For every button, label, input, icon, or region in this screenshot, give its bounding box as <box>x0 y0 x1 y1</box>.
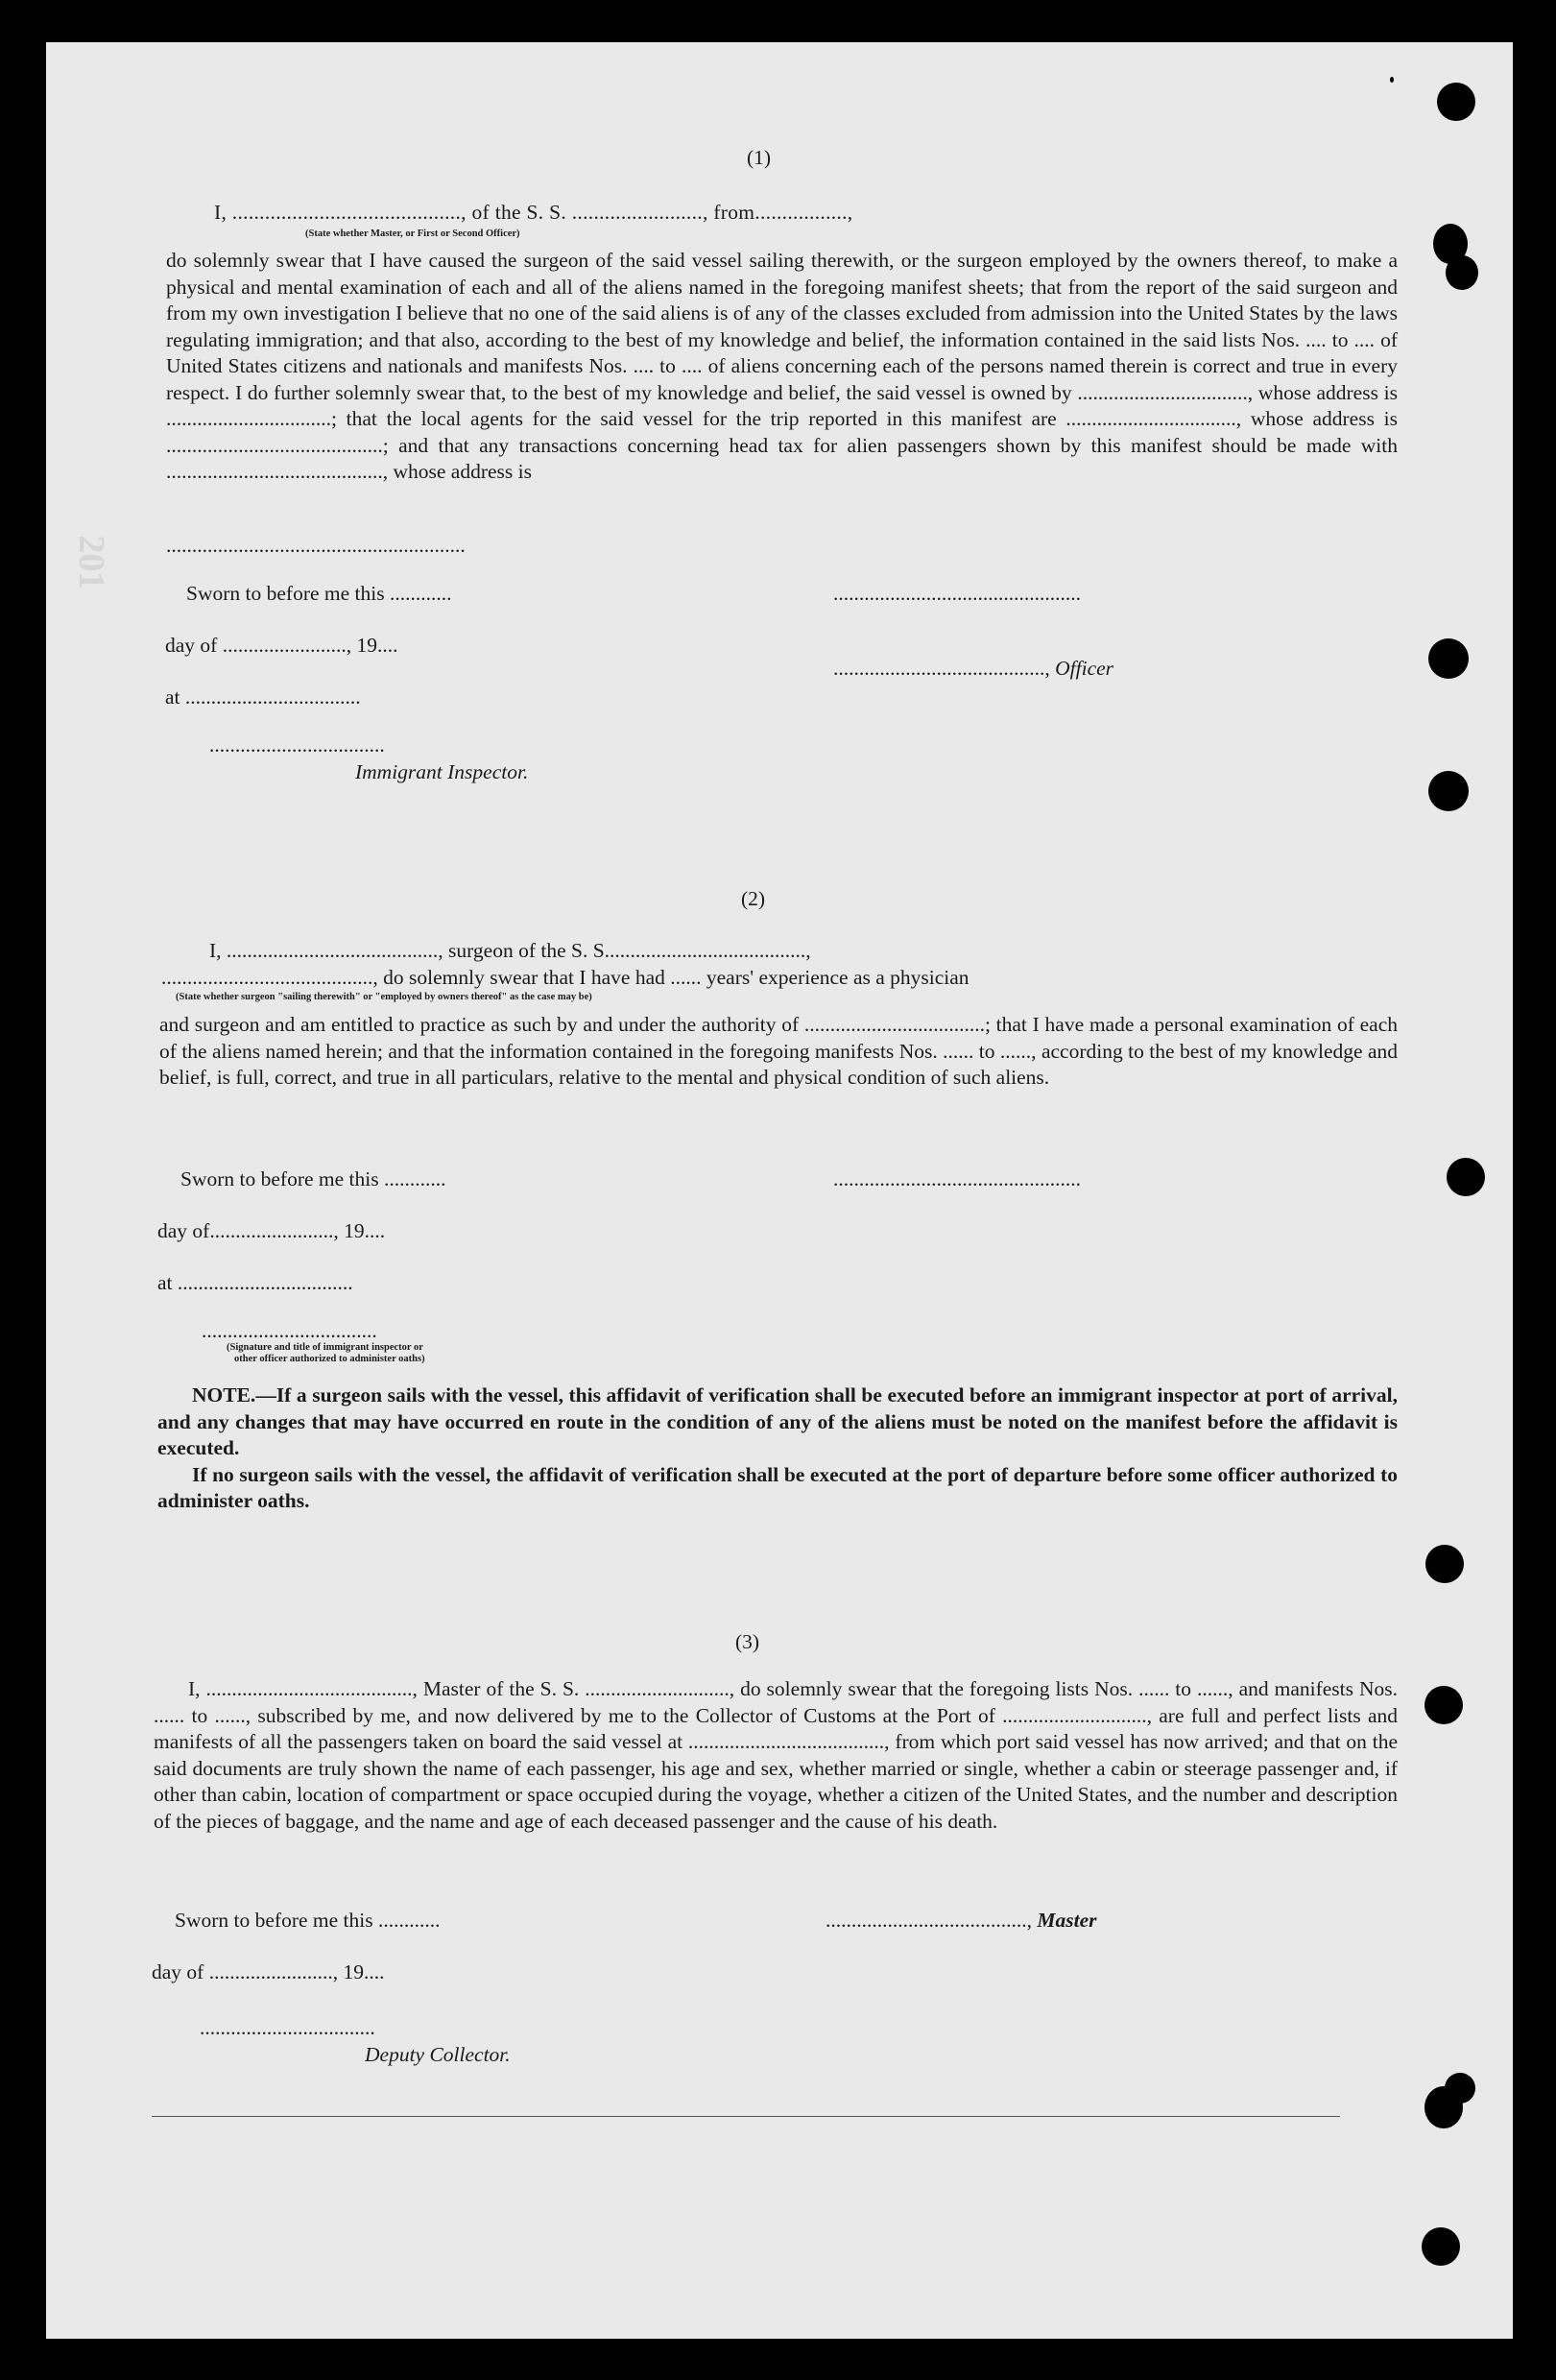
section1-signature-dots: .................................. <box>209 733 385 757</box>
officer-dots: ........................................., <box>833 657 1056 680</box>
section2-sig-note-2: other officer authorized to administer oaths) <box>234 1354 425 1364</box>
section3-master-line <box>826 1909 1097 1933</box>
section3-day-of: day of ........................, 19.... <box>152 1960 385 1983</box>
section2-sig-note-1: (Signature and title of immigrant inspector or <box>227 1342 423 1353</box>
note-para2: If no surgeon sails with the vessel, the affidavit of verification shall be executed at the port of departure before some officer authorized to administer oaths. <box>157 1462 1398 1512</box>
master-dots: ......................................., <box>826 1909 1038 1932</box>
section3-body: I, ........................................, Master of the S. S. ............................, do solemnly swear that the foregoing lists Nos. ...... to ......, and manifests Nos. ...... to ......, subscribed by me, and now delivered by me to the Collector of Customs at the Port of ............................, are full and perfect lists and manifests of all the passengers taken on board the said vessel at ......................................, from which port said vessel has now arrived; and that on the said documents are truly shown the name of each passenger, his age and sex, whether married or single, whether a cabin or steerage passenger and, if other than cabin, location of compartment or space occupied during the voyage, whether a citizen of the United States, and the number and description of the pieces of baggage, and the name and age of each deceased passenger and the cause of his death. <box>154 1677 1398 1833</box>
section1-at: at .................................. <box>165 685 361 709</box>
punch-hole <box>1425 1545 1464 1583</box>
section2-signature-dots: .................................. <box>202 1319 377 1342</box>
section3-sworn: Sworn to before me this ............ <box>175 1909 441 1932</box>
section2-line1: I, ........................................., surgeon of the S. S......................................., <box>209 939 811 962</box>
section1-officer-line <box>833 657 1113 681</box>
section2-note: (State whether surgeon "sailing therewith" or "employed by owners thereof" as the case may be) <box>176 992 592 1002</box>
section1-trailing-dots: .......................................................... <box>166 534 466 557</box>
section1-right-dots: ................................................ <box>833 582 1081 605</box>
form-sheet <box>46 42 1513 2339</box>
officer-label: Officer <box>1055 657 1114 680</box>
section1-day-of: day of ........................, 19.... <box>165 634 398 657</box>
punch-hole <box>1422 2227 1460 2266</box>
section2-number: (2) <box>741 887 766 910</box>
punch-hole <box>1445 2073 1475 2104</box>
note-label: NOTE. <box>192 1383 256 1406</box>
section1-number: (1) <box>747 146 772 169</box>
section3-number: (3) <box>735 1630 760 1653</box>
bleed-through-mark: ₂₀₁ <box>78 535 147 590</box>
section1-body: do solemnly swear that I have caused the surgeon of the said vessel sailing therewith, or the surgeon employed by the owners thereof, to make a physical and mental examination of each and all of the aliens named in the foregoing manifest sheets; that from the report of the said surgeon and from my own investigation I believe that no one of the said aliens is of any of the classes excluded from admission into the United States by the laws regulating immigration; and that also, according to the best of my knowledge and belief, the information contained in the said lists Nos. .... to .... of United States citizens and nationals and manifests Nos. .... to .... of aliens concerning each of the persons named therein is correct and true in every respect. I do further solemnly swear that, to the best of my knowledge and belief, the said vessel is owned by ................................., whose address is ................................; that the local agents for the said vessel for the trip reported in this manifest are ................................., whose address is ..........................................; and that any transactions concerning head tax for alien passengers shown by this manifest should be made with .........................................., whose address is <box>166 249 1398 483</box>
section1-note: (State whether Master, or First or Second Officer) <box>305 228 520 239</box>
section1-sworn: Sworn to before me this ............ <box>186 582 452 605</box>
section2-day-of: day of........................, 19.... <box>157 1219 386 1242</box>
punch-hole <box>1428 638 1469 679</box>
section2-sworn: Sworn to before me this ............ <box>180 1167 446 1190</box>
note-para1: —If a surgeon sails with the vessel, this affidavit of verification shall be executed before an immigrant inspector at port of arrival, and any changes that may have occurred en route in the condition of any of the aliens must be noted on the manifest before the affidavit is executed. <box>157 1383 1398 1459</box>
section3-signature-dots: .................................. <box>200 2016 375 2039</box>
section2-body: and surgeon and am entitled to practice as such by and under the authority of ...................................; that I have made a personal examination of each of the aliens named herein; and that the information contained in the foregoing manifests Nos. ...... to ......, according to the best of my knowledge and belief, is full, correct, and true in all particulars, relative to the mental and physical condition of such aliens. <box>159 1013 1398 1089</box>
section2-right-dots: ................................................ <box>833 1167 1081 1190</box>
punch-hole <box>1437 83 1475 121</box>
section1-line1: I, .........................................., of the S. S. ........................, from................., <box>214 201 853 224</box>
deputy-collector-label: Deputy Collector. <box>365 2043 511 2066</box>
immigrant-inspector-label: Immigrant Inspector. <box>355 760 529 783</box>
section2-line2: ........................................., do solemnly swear that I have had ...... years' experience as a physician <box>161 966 970 989</box>
punch-hole <box>1447 1158 1485 1196</box>
speck <box>1390 77 1394 83</box>
punch-hole <box>1446 255 1478 290</box>
bottom-rule <box>152 2116 1340 2117</box>
section2-note-block <box>157 1382 1398 1515</box>
punch-hole <box>1428 771 1469 811</box>
master-label: Master <box>1037 1909 1097 1932</box>
punch-hole <box>1424 1686 1463 1724</box>
section2-at: at .................................. <box>157 1271 353 1294</box>
